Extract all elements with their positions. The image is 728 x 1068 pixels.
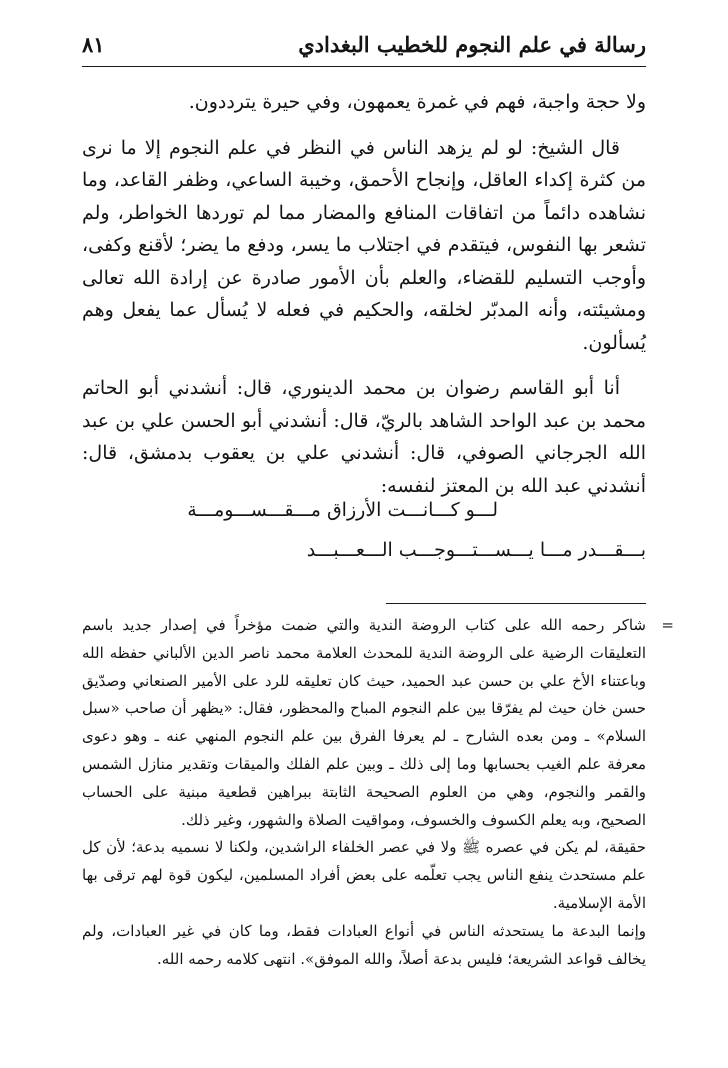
main-text: [82, 86, 646, 512]
footnote-continuation-marker: =: [661, 616, 674, 634]
footnote-separator: [386, 603, 646, 604]
footnote-paragraph-1: شاكر رحمه الله على كتاب الروضة الندية والتي ضمت مؤخراً في إصدار جديد باسم التعليقات الرضية على الروضة الندية للمحدث العلامة محمد ناصر الدين الألباني حفظه الله وباعتناء الأخ علي بن حسن عبد الحميد، حيث كان تعليقه للرد على الأمير الصنعاني وصدّيق حسن خان حيث لم يفرّقا بين علم النجوم المباح والمحظور، فقال: «يظهر أن صاحب «سبل السلام» ـ ومن بعده الشارح ـ لم يعرفا الفرق بين علم النجوم المنهي عنه ـ وهو دعوى معرفة علم الغيب بحسابها وما إلى ذلك ـ وبين علم الفلك والميقات وتقدير منازل الشمس والقمر والنجوم، وهي من العلوم الصحيحة الثابتة ببراهين قطعية مبنية على الحساب الصحيح، وبه يعلم الكسوف والخسوف، ومواقيت الصلاة والشهور، وغير ذلك.: [82, 616, 646, 829]
page-number: ٨١: [82, 32, 105, 57]
book-title: رسالة في علم النجوم للخطيب البغدادي: [298, 32, 646, 57]
paragraph-3: أنا أبو القاسم رضوان بن محمد الدينوري، قال: أنشدني أبو الحاتم محمد بن عبد الواحد الشاهد بالريّ، قال: أنشدني أبو الحسن علي بن عبد الله الجرجاني الصوفي، قال: أنشدني علي بن يعقوب بدمشق، قال: أنشدني عبد الله بن المعتز لنفسه:: [82, 377, 646, 497]
verse-first-hemistich: لـــو كـــانـــت الأرزاق مـــقـــســـومـــة: [187, 499, 498, 521]
verse-second-hemistich: بـــقـــدر مـــا يـــســـتـــوجـــب الـــعـــبـــد: [306, 539, 646, 561]
paragraph-2: قال الشيخ: لو لم يزهد الناس في النظر في علم النجوم إلا ما نرى من كثرة إكداء العاقل، وإنجاح الأحمق، وخيبة الساعي، وظفر القاعد، وما نشاهده دائماً من اتفاقات المنافع والمضار مما لم توردها الخواطر، ولم تشعر بها النفوس، فيتقدم في اجتلاب ما يسر، ودفع ما يضر؛ لأقنع وكفى، وأوجب التسليم للقضاء، والعلم بأن الأمور صادرة عن إرادة الله تعالى ومشيئته، وأنه المدبّر لخلقه، والحكيم في فعله لا يُسأل عما يفعل وهم يُسألون.: [82, 136, 646, 354]
footnote-paragraph-2: حقيقة، لم يكن في عصره ﷺ ولا في عصر الخلفاء الراشدين، ولكنا لا نسميه بدعة؛ لأن كل علم مستحدث ينفع الناس يجب تعلّمه على بعض أفراد المسلمين، ليكون قوة لهم ترقى بها الأمة الإسلامية.: [82, 838, 646, 912]
footnote-paragraph-3: وإنما البدعة ما يستحدثه الناس في أنواع العبادات فقط، وما كان في غير العبادات، ولم يخالف قواعد الشريعة؛ فليس بدعة أصلاً، والله الموفق». انتهى كلامه رحمه الله.: [82, 921, 646, 968]
paragraph-1: ولا حجة واجبة، فهم في غمرة يعمهون، وفي حيرة يترددون.: [188, 91, 646, 113]
running-header: [82, 30, 646, 67]
footnotes: [82, 612, 674, 973]
